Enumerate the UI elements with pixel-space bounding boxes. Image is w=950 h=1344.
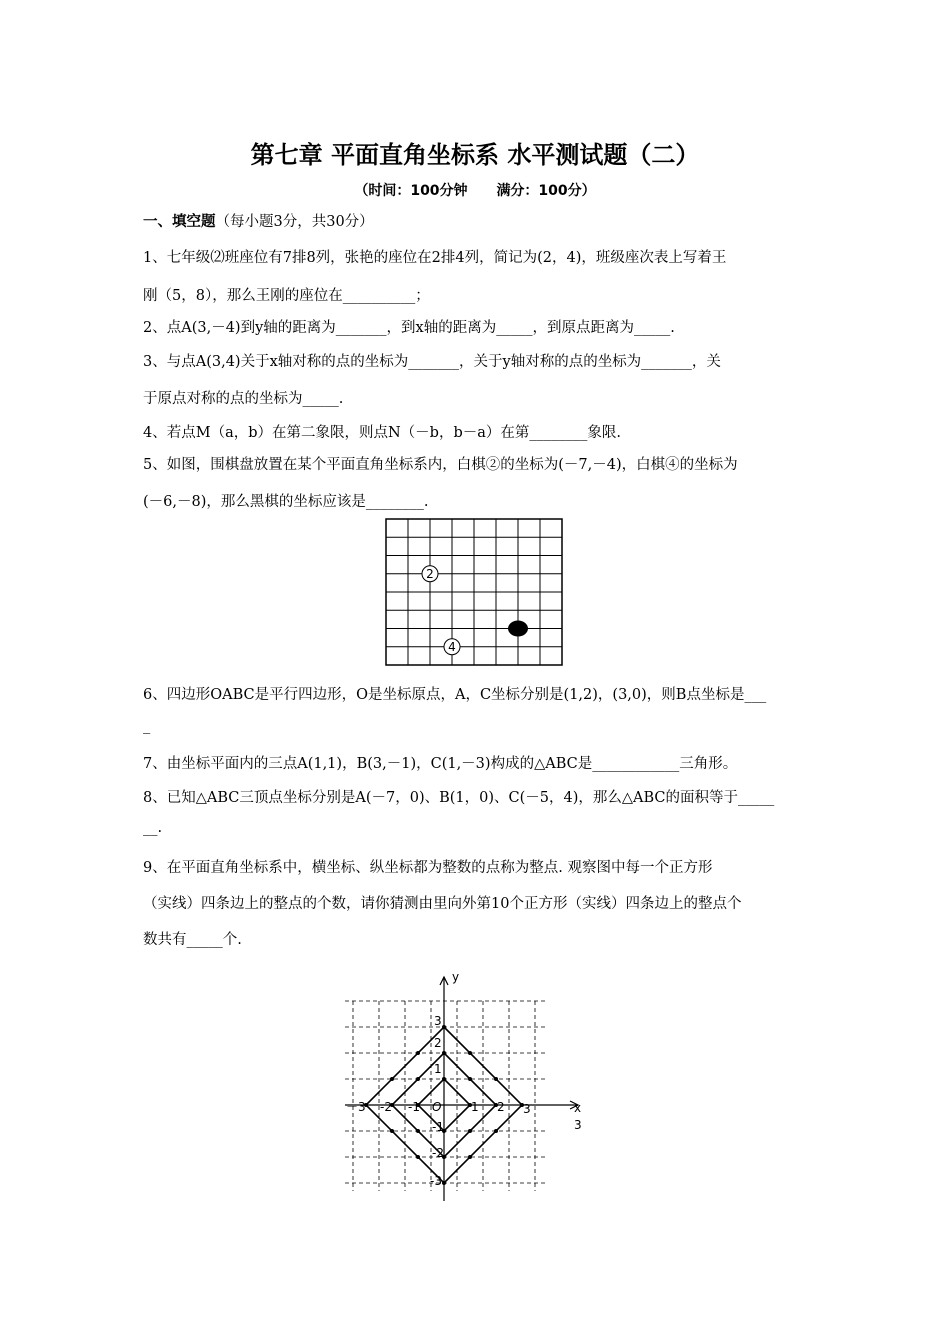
question-8-line-2: __.: [143, 820, 163, 836]
y-axis-label: y: [452, 970, 460, 984]
x-axis-label: x: [574, 1101, 582, 1115]
question-9-line-2: （实线）四条边上的整点的个数，请你猜测由里向外第10个正方形（实线）四条边上的整点个: [143, 896, 742, 912]
y-tick-1: 1: [434, 1062, 442, 1076]
question-3-line-2: 于原点对称的点的坐标为_____.: [143, 391, 344, 407]
white-stone-4: [444, 639, 460, 655]
question-9-line-3: 数共有_____个.: [143, 932, 242, 948]
time-limit: （时间：100分钟: [354, 183, 468, 199]
y-tick-3: 3: [434, 1014, 442, 1028]
y-tick-neg3: -3: [430, 1174, 442, 1188]
full-score: 满分：100分）: [496, 183, 596, 199]
y-tick-neg2: -2: [432, 1146, 444, 1160]
question-1-line-2: 刚（5，8），那么王刚的座位在__________；: [143, 288, 430, 304]
go-board-figure: [384, 517, 566, 669]
page-title: 第七章 平面直角坐标系 水平测试题（二）: [250, 141, 700, 169]
origin-label: O: [432, 1100, 442, 1114]
go-board-grid: [386, 519, 562, 665]
white-stone-2: [422, 566, 438, 582]
question-3-line-1: 3、与点A(3,4)关于x轴对称的点的坐标为_______，关于y轴对称的点的坐标为_______，关: [143, 354, 721, 370]
white-stone-4-label: 4: [448, 640, 456, 654]
black-stone: [508, 621, 528, 637]
stray-label: 3: [574, 1118, 582, 1132]
coordinate-figure: [340, 965, 600, 1205]
section-title: 一、填空题: [143, 214, 216, 230]
section-heading: [143, 210, 813, 231]
question-4: 4、若点M（a，b）在第二象限，则点N（－b，b－a）在第________象限.: [143, 425, 622, 441]
x-tick-3: 3: [523, 1102, 531, 1116]
question-5-line-1: 5、如图，围棋盘放置在某个平面直角坐标系内，白棋②的坐标为(－7,－4)，白棋④的坐标为: [143, 457, 738, 473]
section-note: （每小题3分，共30分）: [215, 214, 374, 230]
page-subtitle: [0, 180, 950, 200]
question-5-line-2: (－6,－8)，那么黑棋的坐标应该是________.: [143, 494, 429, 510]
question-7: 7、由坐标平面内的三点A(1,1)，B(3,－1)，C(1,－3)构成的△ABC是____________三角形。: [143, 756, 738, 772]
question-1-line-1: 1、七年级⑵班座位有7排8列，张艳的座位在2排4列，简记为(2，4)，班级座次表上写着王: [143, 250, 727, 266]
x-tick-neg3: －3: [346, 1100, 366, 1114]
question-6-line-1: 6、四边形OABC是平行四边形，O是坐标原点，A，C坐标分别是(1,2)，(3,0)，则B点坐标是___: [143, 687, 767, 703]
question-6-line-2: _: [143, 718, 151, 734]
y-tick-neg1: -1: [432, 1120, 444, 1134]
axes: [345, 977, 578, 1201]
white-stone-2-label: 2: [426, 567, 434, 581]
y-tick-2: 2: [434, 1036, 442, 1050]
question-9-line-1: 9、在平面直角坐标系中，横坐标、纵坐标都为整数的点称为整点. 观察图中每一个正方形: [143, 860, 713, 876]
x-tick-neg2: -2: [380, 1100, 392, 1114]
question-2: 2、点A(3,－4)到y轴的距离为_______，到x轴的距离为_____，到原点距离为_____.: [143, 320, 675, 336]
x-tick-neg1: -1: [408, 1100, 420, 1114]
x-tick-2: 2: [497, 1100, 505, 1114]
x-tick-1: 1: [471, 1100, 479, 1114]
question-8-line-1: 8、已知△ABC三顶点坐标分别是A(－7，0)、B(1，0)、C(－5，4)，那么△ABC的面积等于_____: [143, 790, 775, 806]
